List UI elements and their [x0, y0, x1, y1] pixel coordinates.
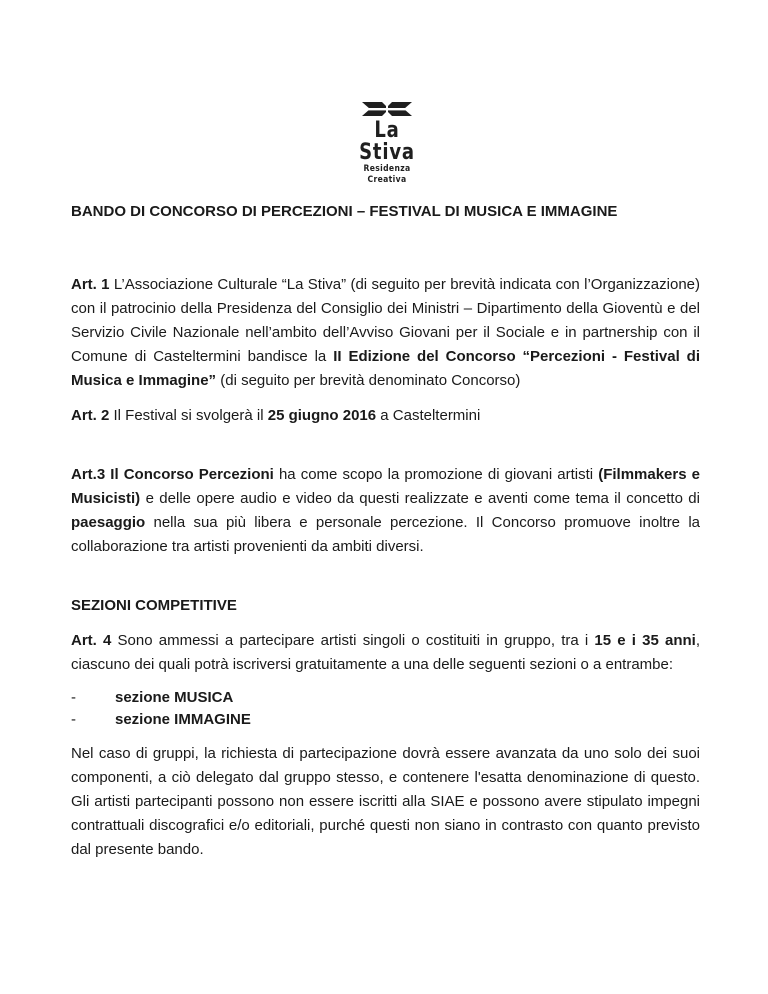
article-4: Art. 4 Sono ammessi a partecipare artisti singoli o costituiti in gruppo, tra i 15 e i 35 anni, ciascuno dei quali potrà iscriversi gratuitamente a una delle seguenti sezioni o a entrambe:: [71, 632, 700, 673]
logo: [341, 100, 433, 185]
art3-label: Art.3 Il Concorso Percezioni: [71, 466, 274, 483]
sections-list: [71, 687, 700, 731]
logo-subtitle: Residenza Creativa: [363, 164, 411, 185]
article-2: Art. 2 Il Festival si svolgerà il 25 giugno 2016 a Casteltermini: [71, 407, 481, 424]
article-3: Art.3 Il Concorso Percezioni ha come scopo la promozione di giovani artisti (Filmmakers e Musicisti) e delle opere audio e video da questi realizzate e aventi come tema il concetto di paesaggio nella sua più libera e personale percezione. Il Concorso promuove inoltre la collaborazione tra artisti provenienti da ambiti diversi.: [71, 466, 701, 555]
article-1: Art. 1 L’Associazione Culturale “La Stiva” (di seguito per brevità indicata con l’Organizzazione) con il patrocinio della Presidenza del Consiglio dei Ministri – Dipartimento della Gioventù e del Servizio Civile Nazionale nell’ambito dell’Avviso Giovani per il Sociale e in partnership con il Comune di Casteltermini bandisce la II Edizione del Concorso “Percezioni - Festival di Musica e Immagine” (di seguito per brevità denominato Concorso): [71, 276, 701, 389]
list-item: - sezione MUSICA: [71, 689, 234, 706]
art4-label: Art. 4: [71, 632, 112, 649]
art2-label: Art. 2: [71, 407, 110, 424]
article-4-closing: Nel caso di gruppi, la richiesta di partecipazione dovrà essere avanzata da uno solo dei suoi componenti, a ciò delegato dal gruppo stesso, e contenere l'esatta denominazione di questo. Gli artisti partecipanti possono non essere iscritti alla SIAE e possono avere stipulato impegni contrattuali discografici e/o editoriali, purché questi non siano in contrasto con quanto previsto dal presente bando.: [71, 745, 700, 858]
logo-mark-icon: [358, 100, 416, 118]
logo-name: La Stiva: [359, 118, 415, 165]
document-title: BANDO DI CONCORSO DI PERCEZIONI – FESTIVAL DI MUSICA E IMMAGINE: [71, 203, 618, 220]
list-item: - sezione IMMAGINE: [71, 711, 251, 728]
document-body: [71, 200, 700, 862]
art1-label: Art. 1: [71, 276, 110, 293]
section-heading: SEZIONI COMPETITIVE: [71, 597, 237, 614]
